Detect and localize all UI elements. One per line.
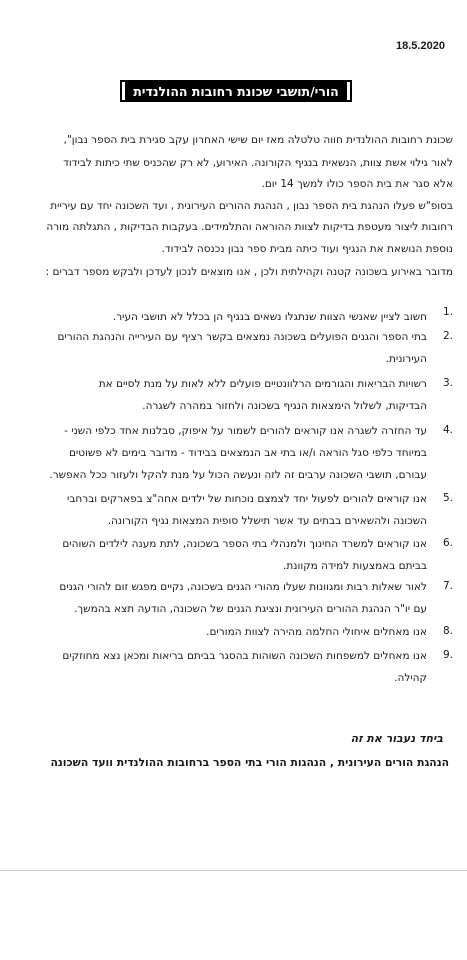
list-text: אנו מאחלים למשפחות השכונה השוהות בהסגר בביתם בריאות ומכאן נצא מחוזקים bbox=[62, 650, 427, 662]
intro-line-2: לאור גילוי אשת צוות, הנשאית בנגיף הקורונה. האירוע, לא רק שהכניס שתי כיתות לבידוד bbox=[63, 157, 453, 169]
intro-line-3: אלא סגר את בית הספר כולו למשך 14 יום. bbox=[261, 178, 453, 190]
intro-line-7: מדובר באירוע בשכונה קטנה וקהילתית ולכן , אנו מוצאים לנכון לעדכן ולבקש מספר דברים : bbox=[45, 266, 453, 278]
letter-signoff: ביחד נעבור את זה bbox=[350, 732, 443, 745]
intro-line-5: רחובות ליצור מעטפת בדיקות לצוות ההוראה והתלמידים. בעקבות הבדיקות , התגלתה מורה bbox=[46, 221, 453, 233]
list-text: בתי הספר והגנים הפועלים בשכונה נמצאים בקשר רציף עם העירייה והנהגת ההורים bbox=[57, 331, 427, 343]
intro-line-1: שכונת רחובות ההולנדית חווה טלטלה מאז יום שישי האחרון עקב סגירת בית הספר נבון", bbox=[63, 134, 453, 146]
list-number: 5. bbox=[442, 492, 453, 504]
list-number: 8. bbox=[442, 625, 453, 637]
list-number: 7. bbox=[442, 580, 453, 592]
list-number: 9. bbox=[442, 649, 453, 661]
letter-date: 18.5.2020 bbox=[396, 40, 445, 52]
list-text: רשויות הבריאות והגורמים הרלוונטיים פועלים ללא לאות על מנת לסיים את bbox=[98, 378, 427, 390]
list-text: הבדיקות, לשלול הימצאות הנגיף בשכונה ולחזור במהרה לשגרה. bbox=[142, 400, 427, 412]
list-text: אנו מאחלים איחולי החלמה מהירה לצוות המורים. bbox=[206, 626, 427, 638]
page-divider bbox=[0, 870, 467, 871]
list-number: 1. bbox=[442, 306, 453, 318]
list-text: לאור שאלות רבות ומגוונות שעלו מהורי הגנים בשכונה, נקיים מפגש זום להורי הגנים bbox=[59, 581, 427, 593]
list-text: עם יו"ר הנהגת ההורים העירונית ונציגת הגנים של השכונה, הודעה תצא בהמשך. bbox=[74, 603, 427, 615]
list-text: חשוב לציין שאנשי הצוות שנתגלו נשאים בנגיף הן בכלל לא תושבי העיר. bbox=[112, 311, 427, 323]
letter-title-box bbox=[120, 80, 352, 102]
list-number: 3. bbox=[442, 377, 453, 389]
intro-line-6: נוספת הנושאת את הנגיף ועוד כיתה מבית ספר נבון נכנסה לבידוד. bbox=[161, 243, 453, 255]
list-text: בביתם באמצעות למידה מקוונת. bbox=[283, 560, 427, 572]
list-number: 6. bbox=[442, 537, 453, 549]
list-text: אנו קוראים למשרד החינוך ולמנהלי בתי הספר בשכונה, לתת מענה לילדים השוהים bbox=[62, 538, 427, 550]
list-text: קהילה. bbox=[394, 672, 427, 684]
list-text: עד החזרה לשגרה אנו קוראים להורים לשמור על איפוק, סבלנות אחד כלפי השני - bbox=[64, 425, 427, 437]
list-text: העירונית. bbox=[385, 353, 427, 365]
list-text: השכונה ולהשאירם בבתים עד אשר תישלל סופית המצאות נגיף הקורונה. bbox=[107, 515, 427, 527]
letter-signature: הנהגת הורים העירונית , הנהגות הורי בתי הספר ברחובות ההולנדית וועד השכונה bbox=[50, 756, 449, 769]
list-number: 4. bbox=[442, 424, 453, 436]
intro-line-4: בסופ"ש פעלו הנהגת בית הספר נבון , הנהגת ההורים העירונית , ועד השכונה יחד עם עיריית bbox=[50, 200, 453, 212]
letter-title: הורי/תושבי שכונת רחובות ההולנדית bbox=[125, 82, 347, 101]
list-text: אנו קוראים להורים לפעול יחד לצמצם נוכחות של ילדים אחה"צ בפארקים וברחבי bbox=[67, 493, 427, 505]
list-number: 2. bbox=[442, 330, 453, 342]
list-text: במיוחד כלפי סגל הוראה ו/או בתי אב הנמצאים בבידוד - מדובר בימים לא פשוטים bbox=[68, 447, 427, 459]
list-text: עבורם, תושבי השכונה ערבים זה לזה ונעשה הכול על מנת להקל ולעזור ככל האפשר. bbox=[49, 469, 427, 481]
